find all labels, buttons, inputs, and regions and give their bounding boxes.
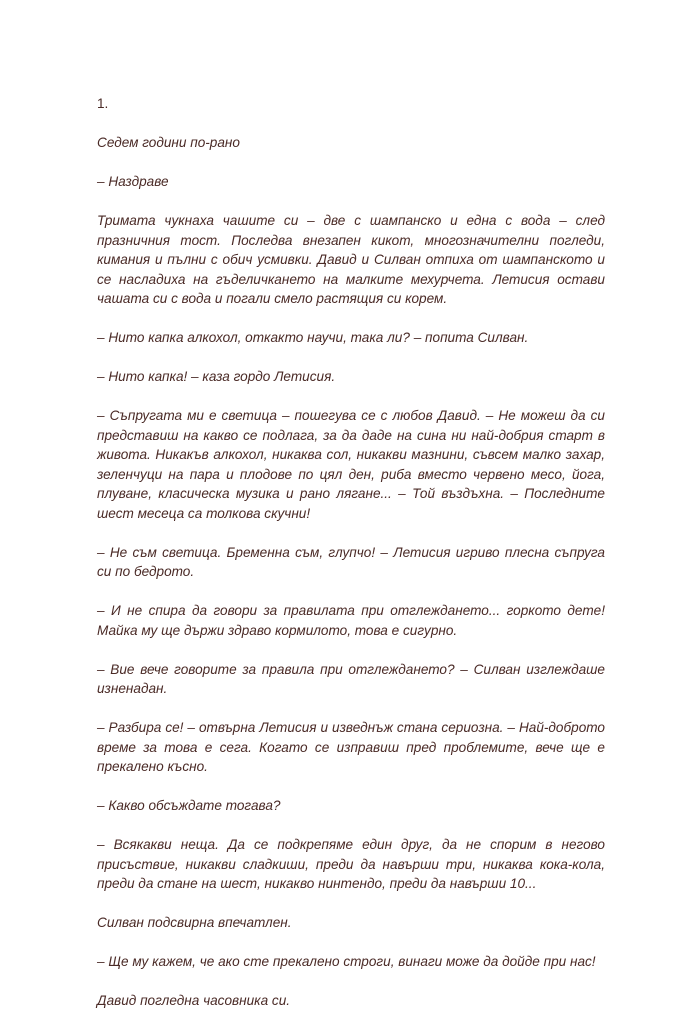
page-text	[97, 94, 605, 1030]
paragraph: – Вие вече говорите за правила при отглеждането? – Силван изглеждаше изненадан.	[97, 661, 605, 696]
paragraph: Тримата чукнаха чашите си – две с шампанско и една с вода – след празничния тост. Последва внезапен кикот, многозначителни погледи, кимания и пълни с обич усмивки. Давид и Силван отпиха от шампанското и се насладиха на гъделичкането на малките мехурчета. Летисия остави чашата си с вода и погали смело растящия си корем.	[97, 213, 605, 306]
paragraph: – Не съм светица. Бременна съм, глупчо! – Летисия игриво плесна съпруга си по бедрото.	[97, 544, 605, 579]
paragraph: – И не спира да говори за правилата при отглеждането... горкото дете! Майка му ще държи здраво кормилото, това е сигурно.	[97, 603, 605, 638]
paragraph: – Всякакви неща. Да се подкрепяме един друг, да не спорим в негово присъствие, никакви сладкиши, преди да навърши три, никаква кока-кола, преди да стане на шест, никакво нинтендо, преди да навърши 10...	[97, 837, 605, 891]
paragraph: – Съпругата ми е светица – пошегува се с любов Давид. – Не можеш да си представиш на какво се подлага, за да даде на сина ни най-добрия старт в живота. Никакъв алкохол, никаква сол, никакви мазнини, съвсем малко захар, зеленчуци на пара и плодове по цял ден, риба вместо червено месо, йога, плуване, класическа музика и рано лягане... – Той въздъхна. – Последните шест месеца са толкова скучни!	[97, 408, 605, 521]
chapter-number: 1.	[97, 96, 109, 111]
paragraph: – Какво обсъждате тогава?	[97, 798, 281, 813]
paragraph: – Ще му кажем, че ако сте прекалено строги, винаги може да дойде при нас!	[97, 954, 596, 969]
paragraph: Давид погледна часовника си.	[97, 993, 291, 1008]
paragraph: – Нито капка! – каза гордо Летисия.	[97, 369, 336, 384]
paragraph: – Наздраве	[97, 174, 169, 189]
chapter-subtitle: Седем години по-рано	[97, 135, 240, 150]
paragraph: Силван подсвирна впечатлен.	[97, 915, 292, 930]
paragraph: – Разбира се! – отвърна Летисия и изведнъж стана сериозна. – Най-доброто време за това е сега. Когато се изправиш пред проблемите, вече ще е прекалено късно.	[97, 720, 605, 774]
paragraph: – Нито капка алкохол, откакто научи, така ли? – попита Силван.	[97, 330, 529, 345]
